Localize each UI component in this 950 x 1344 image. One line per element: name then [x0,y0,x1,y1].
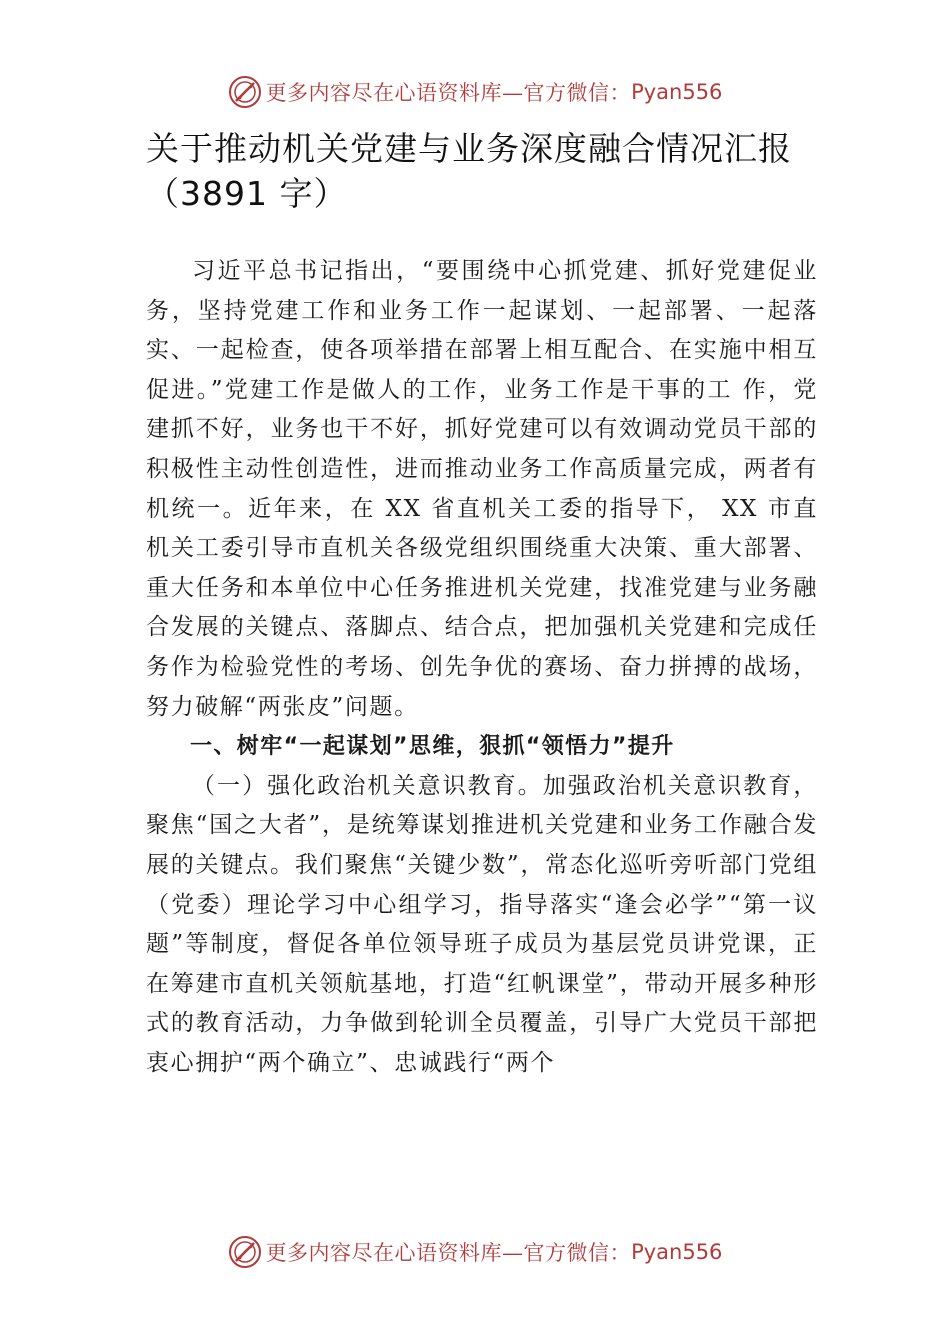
intro-paragraph: 习近平总书记指出，“要围绕中心抓党建、抓好党建促业务，坚持党建工作和业务工作一起谋划、一起部署、一起落实、一起检查，使各项举措在部署上相互配合、在实施中相互促进。”党建工作是做人的工作，业务工作是干事的工 作，党建抓不好，业务也干不好，抓好党建可以有效调动党员干部的积极性主动性创造性，进而推动业务工作高质量完成，两者有机统一。近年来，在 XX 省直机关工委的指导下， XX 市直机关工委引导市直机关各级党组织围绕重大决策、重大部署、重大任务和本单位中心任务推进机关党建，找准党建与业务融合发展的关键点、落脚点、结合点，把加强机关党建和完成任务作为检验党性的考场、创先争优的赛场、奋力拼搏的战场，努力破解“两张皮”问题。 [146,258,818,720]
watermark-text: 更多内容尽在心语资料库—官方微信： [265,81,632,105]
watermark-banner-top [0,72,950,112]
document-title: 关于推动机关党建与业务深度融合情况汇报（3891 字） [146,129,792,213]
watermark-banner-bottom [0,1232,950,1272]
watermark-wechat-id: Pyan556 [631,80,723,104]
watermark-text: 更多内容尽在心语资料库—官方微信： [265,1241,632,1265]
seal-logo-icon [228,1235,262,1269]
section-heading: 一、树牢“一起谋划”思维，狠抓“领悟力”提升 [190,734,675,760]
section-paragraph: （一）强化政治机关意识教育。加强政治机关意识教育，聚焦“国之大者”，是统筹谋划推进机关党建和业务工作融合发展的关键点。我们聚焦“关键少数”，常态化巡听旁听部门党组（党委）理论学习中心组学习，指导落实“逢会必学”“第一议题”等制度，督促各单位领导班子成员为基层党员讲党课，正在筹建市直机关领航基地，打造“红帆课堂”，带动开展多种形式的教育活动，力争做到轮训全员覆盖，引导广大党员干部把衷心拥护“两个确立”、忠诚践行“两个 [146,772,818,1076]
seal-logo-icon [228,75,262,109]
document-body [146,252,818,1083]
watermark-wechat-id: Pyan556 [631,1240,723,1264]
